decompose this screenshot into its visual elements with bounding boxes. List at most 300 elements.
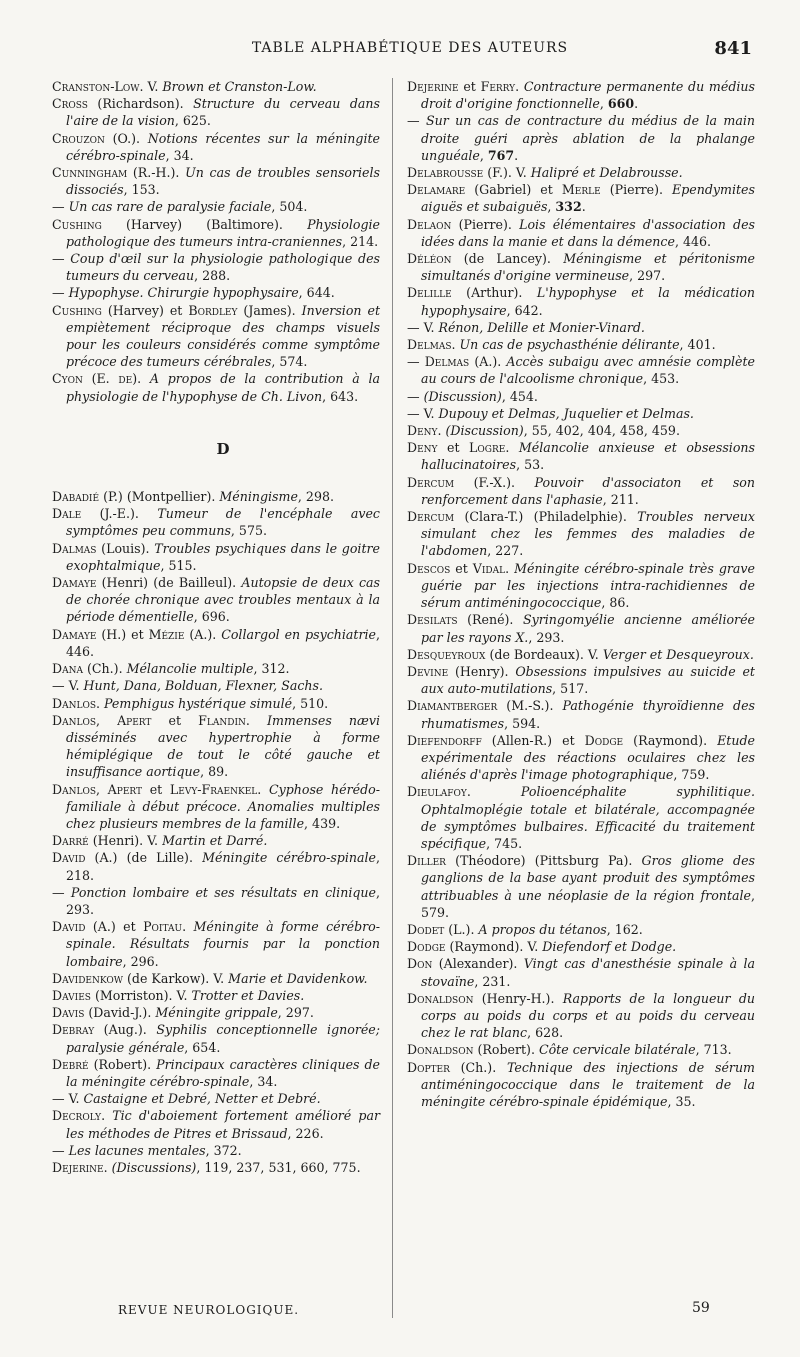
entry-text: , 654. xyxy=(184,1039,221,1055)
author-name: Debré xyxy=(52,1056,89,1072)
entry-title: Sur un cas de contracture du médius de la main droite guéri après ablation de la phalange unguéale xyxy=(421,113,755,163)
index-entry xyxy=(407,990,755,1042)
entry-text: — xyxy=(52,199,69,215)
entry-text: — xyxy=(407,113,426,129)
entry-title: Côte cervicale bilatérale xyxy=(538,1042,696,1058)
entry-text: . xyxy=(466,784,521,800)
entry-text: , 628. xyxy=(527,1025,564,1041)
author-name: Donaldson xyxy=(407,990,474,1006)
author-name: Merle xyxy=(561,182,601,198)
author-name: Davies xyxy=(52,987,91,1003)
author-name: Dejerine xyxy=(52,1159,104,1175)
index-entry xyxy=(407,388,755,405)
entry-text: (James). xyxy=(237,302,302,318)
entry-title: Méningisme xyxy=(219,489,298,505)
author-name: Logre xyxy=(469,440,506,456)
index-entry xyxy=(52,849,380,883)
entry-text: . xyxy=(505,560,515,576)
entry-text: (A.) et xyxy=(85,919,144,935)
author-name: Dieulafoy xyxy=(407,784,467,800)
author-name: Descos xyxy=(407,560,451,576)
entry-text: , 34. xyxy=(165,147,194,163)
entry-text: . xyxy=(514,147,519,163)
entry-text: (René). xyxy=(457,612,523,628)
entry-text: , 312. xyxy=(253,661,290,677)
entry-text: , xyxy=(547,199,556,215)
entry-title: Hunt, Dana, Bolduan, Flexner, Sachs. xyxy=(83,678,323,694)
entry-text: (L.). xyxy=(444,921,479,937)
entry-text: (P.) (Montpellier). xyxy=(99,489,220,505)
author-name: Cyon xyxy=(52,371,83,387)
index-entry xyxy=(52,1021,380,1055)
author-name: Danlos xyxy=(52,695,96,711)
entry-text: , 55, 402, 404, 458, 459. xyxy=(523,423,680,439)
entry-title: Trotter et Davies. xyxy=(191,987,305,1003)
entry-text: . xyxy=(634,96,639,112)
entry-title: Mélancolie anxieuse et obsessions hallucinatoires xyxy=(421,440,755,473)
author-name: Vidal xyxy=(472,560,506,576)
author-name: Cushing xyxy=(52,302,102,318)
entry-text: , 515. xyxy=(160,557,197,573)
entry-text: . xyxy=(437,423,446,439)
entry-title: Physiologie pathologique des tumeurs intra-craniennes xyxy=(66,216,380,249)
entry-text: (Robert). xyxy=(473,1042,539,1058)
entry-text: . xyxy=(182,919,194,935)
entry-title: (Discussion) xyxy=(423,388,502,404)
author-name: Desqueyroux xyxy=(407,646,486,662)
entry-title: Verger et Desqueyroux. xyxy=(602,646,754,662)
entry-text: , xyxy=(599,96,608,112)
entry-text: (Aug.). xyxy=(94,1022,157,1038)
author-name: Danlos, Apert xyxy=(52,712,152,728)
entry-text: , 211. xyxy=(602,491,639,507)
entry-title: Coup d'œil sur la physiologie pathologique des tumeurs du cerveau xyxy=(66,251,380,284)
index-entry xyxy=(407,164,755,181)
entry-text: et xyxy=(458,79,481,94)
index-entry xyxy=(52,78,380,95)
entry-text: (M.-S.). xyxy=(497,698,563,714)
running-header: TABLE ALPHABÉTIQUE DES AUTEURS xyxy=(251,40,569,56)
entry-text: , 759. xyxy=(673,767,710,783)
author-name: Decroly xyxy=(52,1108,102,1124)
entry-title: Les lacunes mentales xyxy=(68,1142,206,1158)
index-entry xyxy=(52,1142,380,1159)
author-name: Ferry xyxy=(480,79,516,94)
entry-title: Inversion et empiètement réciproque des champs visuels pour les couleurs considérés comme symptôme précoce des tumeurs cérébrales xyxy=(66,302,381,370)
entry-text: (Alexander). xyxy=(432,956,524,972)
index-entry xyxy=(52,130,380,164)
entry-title: Technique des injections de sérum antiméningococcique dans le traitement de la méningite cérébro-spinale épidémique xyxy=(421,1059,755,1109)
entry-text: , 34. xyxy=(249,1073,278,1089)
index-entry xyxy=(52,677,380,694)
entry-title: Etude expérimentale des réactions oculaires chez les aliénés d'après l'image photographique xyxy=(421,732,755,783)
author-name: Davidenkow xyxy=(52,970,123,986)
entry-title: Ponction lombaire et ses résultats en clinique xyxy=(70,884,376,900)
entry-text: — xyxy=(52,1142,69,1158)
entry-text: , 227. xyxy=(487,543,524,559)
entry-title: Principaux caractères cliniques de la méningite cérébro-spinale xyxy=(66,1056,381,1089)
entry-title: Cyphose hérédo-familiale à début précoce. Anomalies multiples chez plusieurs membres de la famille xyxy=(66,781,380,831)
author-name: Delabrousse xyxy=(407,165,484,181)
author-name: Damaye xyxy=(52,575,97,591)
entry-text: , 297. xyxy=(277,1005,314,1021)
index-entry xyxy=(407,955,755,989)
entry-title: Accès subaigu avec amnésie complète au cours de l'alcoolisme chronique xyxy=(421,354,755,387)
index-entry xyxy=(407,474,755,508)
author-name: Mézie xyxy=(148,626,185,642)
author-name: Delaon xyxy=(407,216,452,232)
entry-text: (Ch.). xyxy=(82,661,127,677)
entry-text: — xyxy=(407,354,425,370)
entry-text: (E. xyxy=(82,371,119,387)
entry-text: , 35. xyxy=(667,1093,696,1109)
entry-title: Tic d'aboiement fortement amélioré par les méthodes de Pitres et Brissaud xyxy=(66,1108,380,1141)
index-entry xyxy=(52,712,380,781)
entry-text: , 231. xyxy=(474,973,511,989)
author-name: Bordley xyxy=(188,302,238,318)
author-name: Poitau xyxy=(143,919,183,935)
index-entry xyxy=(52,1159,380,1176)
entry-text: , 53. xyxy=(516,457,545,473)
entry-text: (Henri). V. xyxy=(88,833,163,849)
author-name: Delmas xyxy=(407,337,452,353)
entry-title: A propos de la contribution à la physiologie de l'hypophyse de Ch. Livon xyxy=(66,371,381,404)
index-entry xyxy=(407,852,755,921)
index-entry xyxy=(52,370,380,404)
entry-text: (Ch.). xyxy=(449,1059,507,1075)
index-entry xyxy=(52,1056,380,1090)
entry-text: (Pierre). xyxy=(600,182,673,198)
index-entry xyxy=(52,987,380,1004)
author-name: Dana xyxy=(52,661,83,677)
entry-text: (Robert). xyxy=(88,1056,157,1072)
entry-title: A propos du tétanos xyxy=(478,921,607,937)
entry-title: Ependymites aiguës et subaiguës xyxy=(421,182,755,215)
index-entry xyxy=(52,574,380,626)
index-entry xyxy=(52,198,380,215)
author-name: Dejerine xyxy=(407,79,459,94)
entry-text: (A.). xyxy=(469,354,507,370)
index-entry xyxy=(407,353,755,387)
sheet-number: 59 xyxy=(692,1300,710,1316)
author-name: Cross xyxy=(52,96,88,112)
entry-title: Castaigne et Debré, Netter et Debré. xyxy=(83,1091,321,1107)
entry-text: . xyxy=(581,199,586,215)
index-entry xyxy=(52,540,380,574)
entry-text: (Harvey) et xyxy=(101,302,189,318)
entry-title: Notions récentes sur la méningite cérébro-spinale xyxy=(66,130,380,163)
entry-title: Un cas rare de paralysie faciale xyxy=(68,199,272,215)
column-divider xyxy=(392,78,393,1318)
entry-text: et xyxy=(437,440,470,456)
entry-text: (O.). xyxy=(104,130,148,146)
author-name: David xyxy=(52,850,86,866)
author-name: Cranston-Low xyxy=(52,79,140,94)
entry-text: (Harvey) (Baltimore). xyxy=(101,216,308,232)
entry-text: . xyxy=(101,1108,113,1124)
index-entry xyxy=(52,660,380,677)
index-entry xyxy=(407,336,755,353)
entry-text: . V. xyxy=(139,79,163,94)
entry-text: , 119, 237, 531, 660, 775. xyxy=(196,1159,361,1175)
author-name: Damaye xyxy=(52,626,97,642)
index-entry xyxy=(52,1107,380,1141)
entry-text: (Pierre). xyxy=(451,216,520,232)
entry-text: — xyxy=(407,388,424,404)
entry-text: , 625. xyxy=(174,113,211,129)
index-entry xyxy=(407,112,755,164)
entry-text: . xyxy=(505,440,519,456)
index-entry xyxy=(52,884,380,918)
entry-text: (de Karkow). V. xyxy=(122,970,229,986)
index-entry xyxy=(52,505,380,539)
index-entry xyxy=(52,626,380,660)
index-entry xyxy=(52,284,380,301)
index-entry xyxy=(407,1041,755,1058)
entry-title: Polioencéphalite syphilitique. Ophtalmoplégie totale et bilatérale, accompagnée de symptômes bulbaires. Efficacité du traitement spécifique xyxy=(421,784,755,851)
author-name: Don xyxy=(407,956,433,972)
entry-text: — xyxy=(52,285,69,301)
entry-title: Diefendorf et Dodge. xyxy=(542,939,677,955)
entry-title: Méningite grippale xyxy=(155,1005,278,1021)
entry-text: (de Bordeaux). V. xyxy=(485,646,603,662)
entry-text: , 214. xyxy=(342,233,379,249)
entry-text: , 298. xyxy=(297,489,334,505)
entry-title: Méningite cérébro-spinale très grave guérie par les injections intra-rachidiennes de sérum antiméningococcique xyxy=(421,560,755,611)
index-entry xyxy=(407,439,755,473)
entry-text: (Raymond). xyxy=(623,732,718,748)
index-entry xyxy=(407,1059,755,1111)
author-name: Dercum xyxy=(407,474,455,490)
entry-text: , xyxy=(479,147,488,163)
index-entry xyxy=(52,488,380,505)
index-entry xyxy=(407,921,755,938)
index-entry xyxy=(52,1004,380,1021)
author-name: Levy-Fraenkel xyxy=(169,781,258,797)
author-name: Donaldson xyxy=(407,1042,474,1058)
entry-text: (Richardson). xyxy=(87,96,194,112)
author-name: Dercum xyxy=(407,509,455,525)
author-name: Dodet xyxy=(407,921,445,937)
entry-text: (F.). V. xyxy=(483,165,531,181)
index-entry xyxy=(407,250,755,284)
entry-text: (Henry). xyxy=(448,663,516,679)
entry-text: . xyxy=(245,712,267,728)
entry-text: , 162. xyxy=(606,921,643,937)
index-entry xyxy=(52,216,380,250)
page-ref: 660 xyxy=(607,96,635,112)
author-name: Diller xyxy=(407,853,446,869)
entry-text: , 297. xyxy=(629,268,666,284)
index-entry xyxy=(52,695,380,712)
entry-title: Pathogénie thyroïdienne des rhumatismes xyxy=(421,698,755,731)
entry-title: Obsessions impulsives au suicide et aux auto-mutilations xyxy=(421,663,755,697)
index-entry xyxy=(407,646,755,663)
entry-title: Pouvoir d'associaton et son renforcement dans l'aphasie xyxy=(421,474,755,507)
author-name: Devine xyxy=(407,663,449,679)
entry-text: , 579. xyxy=(421,887,755,920)
entry-title: Halipré et Delabrousse. xyxy=(530,165,683,181)
author-name: Danlos, Apert xyxy=(52,781,143,797)
entry-text: et xyxy=(151,712,199,728)
entry-text: , 504. xyxy=(271,199,308,215)
entry-title: Vingt cas d'anesthésie spinale à la stovaïne xyxy=(421,956,755,989)
entry-text: (Clara-T.) (Philadelphie). xyxy=(454,509,638,525)
entry-text: , 575. xyxy=(230,523,267,539)
entry-text: , 288. xyxy=(194,268,231,284)
entry-text: (Théodore) (Pittsburg Pa). xyxy=(445,853,642,869)
entry-text: , 594. xyxy=(504,715,541,731)
entry-text: , 296. xyxy=(122,953,159,969)
entry-text: , 696. xyxy=(193,609,230,625)
index-entry xyxy=(407,508,755,560)
entry-title: Structure du cerveau dans l'aire de la vision xyxy=(66,96,380,129)
index-entry xyxy=(407,938,755,955)
left-column xyxy=(52,78,380,1176)
entry-text: (Morriston). V. xyxy=(90,987,192,1003)
entry-title: Pemphigus hystérique simulé xyxy=(104,695,293,711)
entry-title: Dupouy et Delmas, Juquelier et Delmas. xyxy=(438,405,694,421)
author-name: Debray xyxy=(52,1022,95,1038)
author-name: Diefendorff xyxy=(407,732,482,748)
entry-text: , 517. xyxy=(552,681,589,697)
entry-text: , 372. xyxy=(205,1142,242,1158)
author-name: Davis xyxy=(52,1005,85,1021)
author-name: Delamare xyxy=(407,182,466,198)
entry-text: , 454. xyxy=(501,388,538,404)
entry-text: (F.-X.). xyxy=(454,474,535,490)
author-name: Déléon xyxy=(407,251,452,267)
entry-title: Un cas de troubles sensoriels dissociés xyxy=(66,165,380,198)
entry-title: L'hypophyse et la médication hypophysaire xyxy=(421,285,755,318)
author-name: Deny xyxy=(407,423,438,439)
page-ref: 332 xyxy=(555,199,582,215)
entry-text: , 86. xyxy=(601,595,630,611)
index-entry xyxy=(52,918,380,970)
entry-text: (Henri) (de Bailleul). xyxy=(96,575,242,591)
entry-text: , 446. xyxy=(66,626,381,659)
entry-text: , 574. xyxy=(271,354,308,370)
author-name: Cunningham xyxy=(52,165,128,181)
entry-title: Brown et Cranston-Low. xyxy=(162,79,317,94)
author-name: Crouzon xyxy=(52,130,105,146)
entry-text: — V. xyxy=(52,678,84,694)
entry-text: — V. xyxy=(52,1091,84,1107)
entry-text: — xyxy=(52,251,71,267)
entry-text: (Raymond). V. xyxy=(445,939,543,955)
index-entry xyxy=(52,302,380,371)
page-ref: 767 xyxy=(487,147,515,163)
author-name: Delmas xyxy=(424,354,470,370)
entry-text: (Gabriel) et xyxy=(465,182,562,198)
index-entry xyxy=(407,663,755,697)
entry-text: (R.-H.). xyxy=(127,165,186,181)
author-name: David xyxy=(52,919,86,935)
entry-text: (Allen-R.) et xyxy=(481,732,585,748)
entry-text: , 713. xyxy=(695,1042,732,1058)
entry-title: Troubles psychiques dans le goitre exophtalmique xyxy=(66,540,380,573)
section-letter xyxy=(52,441,380,458)
entry-text: , 89. xyxy=(200,764,229,780)
index-entry xyxy=(52,1090,380,1107)
journal-footer: REVUE NEUROLOGIQUE. xyxy=(118,1303,300,1317)
entry-title: (Discussion) xyxy=(445,423,524,439)
author-name: de xyxy=(118,371,133,387)
author-name: Cushing xyxy=(52,216,102,232)
entry-text: — xyxy=(52,884,71,900)
entry-text: (J.-E.). xyxy=(81,506,158,522)
entry-text: , 293. xyxy=(66,884,380,917)
author-name: Dabadié xyxy=(52,489,100,505)
entry-title: Martin et Darré. xyxy=(162,833,268,849)
index-entry xyxy=(407,611,755,645)
index-entry xyxy=(407,422,755,439)
index-entry xyxy=(407,216,755,250)
index-entry xyxy=(407,181,755,215)
index-entry xyxy=(52,781,380,833)
entry-title: Contracture permanente du médius droit d'origine fonctionnelle xyxy=(421,79,755,112)
entry-title: Syringomyélie ancienne améliorée par les rayons X. xyxy=(421,612,755,645)
author-name: Desilats xyxy=(407,612,458,628)
author-name: Dalmas xyxy=(52,540,97,556)
index-entry xyxy=(52,970,380,987)
entry-text: et xyxy=(450,560,473,576)
author-name: Dopter xyxy=(407,1059,450,1075)
entry-text: (David-J.). xyxy=(84,1005,156,1021)
entry-text: (Henry-H.). xyxy=(473,990,563,1006)
entry-title: Méningite cérébro-spinale xyxy=(202,850,376,866)
index-entry xyxy=(407,697,755,731)
entry-text: . xyxy=(451,337,460,353)
entry-text: , 745. xyxy=(486,835,523,851)
author-name: Diamantberger xyxy=(407,698,498,714)
entry-text: — V. xyxy=(407,405,439,421)
author-name: Deny xyxy=(407,440,438,456)
entry-text: , 510. xyxy=(292,695,329,711)
entry-title: Autopsie de deux cas de chorée chronique avec troubles mentaux à la période démentielle xyxy=(66,575,380,625)
entry-title: Hypophyse. Chirurgie hypophysaire xyxy=(68,285,299,301)
author-name: Delille xyxy=(407,285,452,301)
index-entry xyxy=(407,560,755,612)
index-entry xyxy=(52,164,380,198)
index-entry xyxy=(407,284,755,318)
entry-text: et xyxy=(142,781,170,797)
page-number: 841 xyxy=(714,38,752,59)
entry-title: Troubles nerveux simulant chez les femmes des maladies de l'abdomen xyxy=(421,509,755,559)
entry-title: Marie et Davidenkow. xyxy=(228,970,368,986)
entry-text: . xyxy=(96,695,105,711)
index-entry xyxy=(407,732,755,784)
entry-text: , 643. xyxy=(322,388,359,404)
entry-title: Mélancolie multiple xyxy=(126,661,254,677)
author-name: Flandin xyxy=(198,712,246,728)
entry-text: , 644. xyxy=(298,285,335,301)
entry-text: , 226. xyxy=(287,1125,324,1141)
index-entry xyxy=(407,78,755,112)
entry-text: (Louis). xyxy=(96,540,155,556)
entry-text: . xyxy=(515,79,524,94)
entry-text: ). xyxy=(132,371,150,387)
entry-title: Méningite à forme cérébro-spinale. Résultats fournis par la ponction lombaire xyxy=(66,919,380,969)
entry-text: , 453. xyxy=(643,371,680,387)
entry-title: Gros gliome des ganglions de la base ayant produit des symptômes attribuables à une néoplasie de la région frontale xyxy=(421,853,755,903)
index-entry xyxy=(52,250,380,284)
entry-text: (H.) et xyxy=(96,626,149,642)
entry-text: , 401. xyxy=(679,337,716,353)
entry-text: , 293. xyxy=(528,629,565,645)
index-entry xyxy=(407,319,755,336)
entry-text: (A.). xyxy=(184,626,222,642)
